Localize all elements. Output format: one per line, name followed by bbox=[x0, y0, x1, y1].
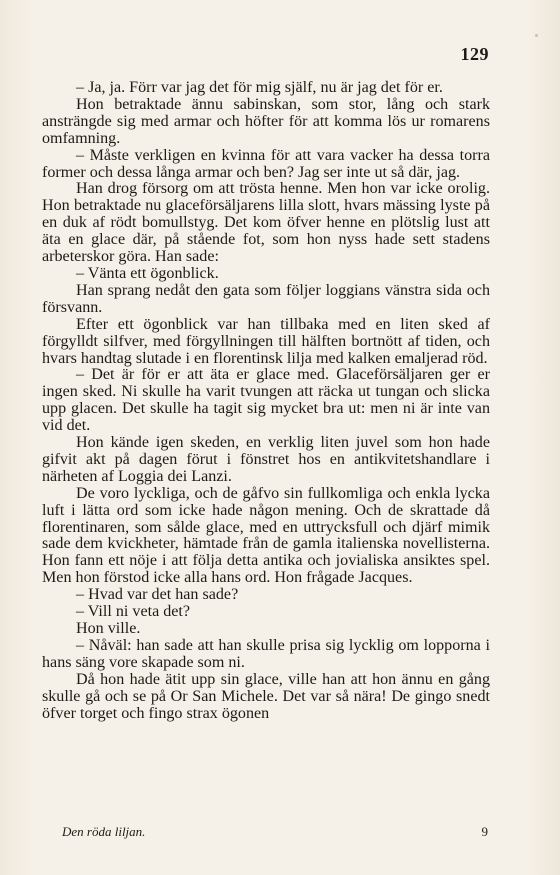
paragraph: – Hvad var det han sade? bbox=[76, 586, 239, 604]
paragraph: Hon kände igen skeden, en verklig liten juvel som hon hade gifvit akt på dagen förut i fönstret hos en antikvitetshandlare i närheten af Loggia dei Lanzi. bbox=[42, 434, 490, 485]
paragraph: Han sprang nedåt den gata som följer loggians vänstra sida och försvann. bbox=[42, 281, 490, 316]
paragraph: Hon betraktade ännu sabinskan, som stor, lång och stark ansträngde sig med armar och höfter för att komma lös ur romarens omfamning. bbox=[42, 95, 490, 147]
paragraph: De voro lyckliga, och de gåfvo sin fullkomliga och enkla lycka luft i lätta ord som icke hade någon mening. Och de skrattade då florentinaren, som sålde glace, med en uttrycksfull och djärf mimik sade dem kvickheter, hämtade från de gamla italienska novellisterna. Hon fann ett nöje i att följa detta antika och jovialiska ansiktes spel. Men hon förstod icke alla hans ord. Hon frågade Jacques. bbox=[42, 484, 490, 587]
paragraph: Då hon hade ätit upp sin glace, ville han att hon ännu en gång skulle gå och se på Or San Michele. Det var så nära! De gingo snedt öfver torget och fingo strax ögonen bbox=[42, 670, 490, 722]
footer-signature-mark: 9 bbox=[481, 824, 488, 839]
paragraph: Efter ett ögonblick var han tillbaka med en liten sked af förgylldt silfver, med förgyllningen till hälften bortnött af tiden, och hvars handtag slutade i en florentinsk lilja med kalken emaljerad röd. bbox=[42, 315, 490, 367]
paragraph: – Vill ni veta det? bbox=[76, 603, 191, 621]
paragraph: – Ja, ja. Förr var jag det för mig själf, nu är jag det för er. bbox=[76, 79, 443, 96]
paragraph: Hon ville. bbox=[76, 620, 141, 637]
paragraph: – Måste verkligen en kvinna för att vara vacker ha dessa torra former och dessa långa armar och ben? Jag ser inte ut så där, jag. bbox=[42, 146, 490, 181]
footer-book-title: Den röda liljan. bbox=[62, 824, 146, 839]
page-footer bbox=[62, 824, 488, 840]
body-text bbox=[42, 80, 490, 722]
paragraph: – Det är för er att äta er glace med. Glaceförsäljaren ger er ingen sked. Ni skulle ha varit tvungen att räcka ut tungan och slicka upp glacen. Det skulle ha tagit sig mycket bra ut: men ni är inte van vid det. bbox=[42, 366, 490, 435]
paragraph: – Vänta ett ögonblick. bbox=[76, 264, 219, 282]
paragraph: – Nåväl: han sade att han skulle prisa sig lycklig om lopporna i hans säng vore skapade som ni. bbox=[42, 636, 490, 671]
paragraph: Han drog försorg om att trösta henne. Men hon var icke orolig. Hon betraktade nu glaceförsäljarens lilla slott, hvars mässing lyste på en duk af rödt bomullstyg. Det kom öfver henne en plötslig lust att äta en glace där, på stående fot, som hon nyss hade sett stadens arbeterskor göra. Han sade: bbox=[42, 180, 490, 266]
page-number: 129 bbox=[460, 44, 489, 64]
paper-speck bbox=[535, 34, 538, 37]
